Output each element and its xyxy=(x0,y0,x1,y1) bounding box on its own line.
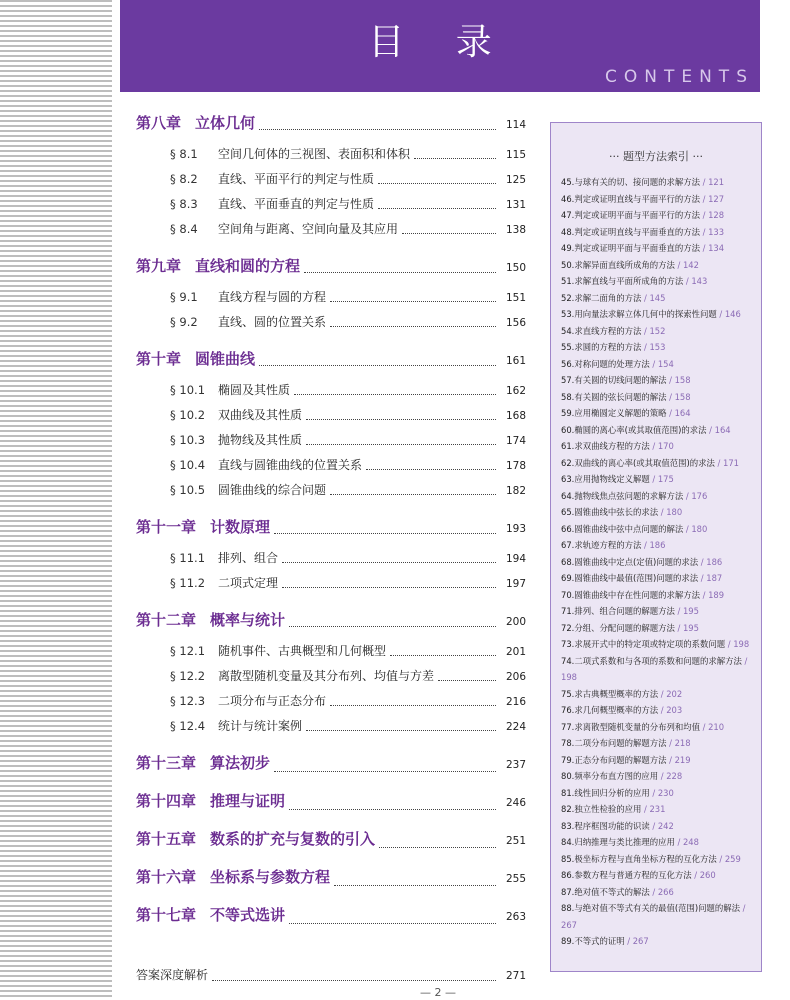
method-index-page: / 164 xyxy=(669,408,691,418)
section-number: § 11.2 xyxy=(170,576,206,590)
dot-leader xyxy=(306,729,496,731)
method-index-page: / 248 xyxy=(677,837,699,847)
dot-leader xyxy=(274,770,496,772)
method-index-item[interactable] xyxy=(561,686,755,703)
dot-leader xyxy=(289,625,496,627)
chapter-title: 立体几何 xyxy=(195,114,256,132)
method-index-text: 53.用向量法求解立体几何中的探索性问题 xyxy=(561,309,717,319)
method-index-item[interactable] xyxy=(561,603,755,620)
toc-section-10-2[interactable] xyxy=(136,406,526,431)
method-index-item[interactable] xyxy=(561,504,755,521)
chapter-number: 第十四章 xyxy=(136,792,197,810)
dot-leader xyxy=(330,300,496,302)
method-index-page: / 180 xyxy=(660,507,683,517)
method-index-list xyxy=(551,174,761,950)
method-index-page: / 133 xyxy=(702,226,725,237)
method-index-text: 89.不等式的证明 xyxy=(561,936,625,946)
method-index-item[interactable] xyxy=(561,653,755,686)
section-title: 二项分布与正态分布 xyxy=(218,694,327,708)
method-index-item[interactable] xyxy=(561,834,755,851)
chapter-number: 第十三章 xyxy=(136,754,197,772)
method-index-text: 50.求解异面直线所成角的方法 xyxy=(561,259,675,270)
method-index-item[interactable] xyxy=(561,620,755,637)
method-index-item[interactable] xyxy=(561,207,755,224)
dot-leader xyxy=(378,207,496,209)
chapter-number: 第十一章 xyxy=(136,518,197,536)
method-index-item[interactable] xyxy=(561,306,755,323)
chapter-number: 第十七章 xyxy=(136,906,197,924)
dot-leader xyxy=(330,704,496,706)
method-index-item[interactable] xyxy=(561,488,755,505)
method-index-item[interactable] xyxy=(561,752,755,769)
toc-chapter-17[interactable] xyxy=(136,904,526,942)
method-index-text: 65.圆锥曲线中弦长的求法 xyxy=(561,507,659,517)
section-title: 直线、圆的位置关系 xyxy=(218,315,327,329)
chapter-title: 计数原理 xyxy=(210,518,271,536)
page-subtitle: CONTENTS xyxy=(605,67,754,87)
toc-section-10-4[interactable] xyxy=(136,456,526,481)
method-index-page: / 142 xyxy=(677,259,699,270)
section-number: § 8.3 xyxy=(170,197,198,211)
toc-section-10-1[interactable] xyxy=(136,381,526,406)
method-index-text: 77.求离散型随机变量的分布列和均值 xyxy=(561,721,700,732)
method-index-item[interactable] xyxy=(561,851,755,868)
toc-chapter-16[interactable] xyxy=(136,866,526,904)
page-number: 114 xyxy=(505,119,526,131)
toc-section-12-2[interactable] xyxy=(136,667,526,692)
method-index-text: 54.求直线方程的方法 xyxy=(561,325,642,336)
section-number: § 9.1 xyxy=(170,290,198,304)
section-number: § 10.3 xyxy=(170,433,206,447)
dot-leader xyxy=(366,468,496,470)
dot-leader xyxy=(402,232,496,234)
method-index-item[interactable] xyxy=(561,900,755,933)
section-title: 离散型随机变量及其分布列、均值与方差 xyxy=(218,669,435,683)
dot-leader xyxy=(414,157,496,159)
method-index-item[interactable] xyxy=(561,785,755,802)
method-index-text: 85.极坐标方程与直角坐标方程的互化方法 xyxy=(561,853,717,864)
table-of-contents xyxy=(136,112,526,994)
method-index-text: 66.圆锥曲线中弦中点问题的解法 xyxy=(561,523,684,534)
method-index-text: 70.圆锥曲线中存在性问题的求解方法 xyxy=(561,589,700,600)
section-title: 排列、组合 xyxy=(218,551,279,565)
method-index-item[interactable] xyxy=(561,174,755,191)
method-index-item[interactable] xyxy=(561,537,755,554)
page-number: 194 xyxy=(505,553,526,565)
toc-section-11-1[interactable] xyxy=(136,549,526,574)
method-index-item[interactable] xyxy=(561,570,755,587)
dot-leader xyxy=(330,493,496,495)
section-number: § 12.2 xyxy=(170,669,206,683)
method-index-item[interactable] xyxy=(561,801,755,818)
method-index-page: / 228 xyxy=(660,771,683,781)
chapter-title: 不等式选讲 xyxy=(210,906,286,924)
method-index-text: 52.求解二面角的方法 xyxy=(561,292,642,303)
method-index-item[interactable] xyxy=(561,224,755,241)
method-index-text: 78.二项分布问题的解题方法 xyxy=(561,738,667,748)
method-index-text: 84.归纳推理与类比推理的应用 xyxy=(561,837,675,847)
method-index-page: / 170 xyxy=(652,441,674,451)
page-number: 263 xyxy=(505,911,526,923)
method-index-page: / 231 xyxy=(644,804,666,814)
method-index-page: / 218 xyxy=(669,738,691,748)
method-index-text: 83.程序框图功能的识读 xyxy=(561,820,650,831)
page-number: 255 xyxy=(505,873,526,885)
method-index-text: 63.应用抛物线定义解题 xyxy=(561,474,650,484)
method-index-text: 57.有关圆的切线问题的解法 xyxy=(561,375,667,385)
toc-section-12-4[interactable] xyxy=(136,717,526,742)
method-index-page: / 164 xyxy=(709,424,731,435)
method-index-item[interactable] xyxy=(561,323,755,340)
method-index-page: / 198 xyxy=(727,639,750,649)
method-index-item[interactable] xyxy=(561,273,755,290)
page-number: 251 xyxy=(505,835,526,847)
toc-section-8-3[interactable] xyxy=(136,195,526,220)
page-title: 目 录 xyxy=(368,22,512,63)
section-number: § 10.5 xyxy=(170,483,206,497)
method-index-text: 48.判定或证明直线与平面垂直的方法 xyxy=(561,226,700,237)
page-number: 156 xyxy=(505,317,526,329)
dot-leader xyxy=(259,128,496,130)
dot-leader xyxy=(306,443,496,445)
page-number: 224 xyxy=(505,721,526,733)
section-title: 直线与圆锥曲线的位置关系 xyxy=(218,458,363,472)
section-number: § 12.1 xyxy=(170,644,206,658)
section-title: 椭圆及其性质 xyxy=(218,383,291,397)
method-index-text: 46.判定或证明直线与平面平行的方法 xyxy=(561,193,700,204)
method-index-text: 59.应用椭圆定义解题的策略 xyxy=(561,408,667,418)
method-index-item[interactable] xyxy=(561,191,755,208)
dot-leader xyxy=(294,393,496,395)
method-index-page: / 195 xyxy=(677,622,699,633)
section-number: § 8.2 xyxy=(170,172,198,186)
method-index-text: 76.求几何概型概率的方法 xyxy=(561,705,659,715)
method-index-page: / 195 xyxy=(677,606,699,616)
dot-leader xyxy=(304,271,496,273)
method-index-item[interactable] xyxy=(561,818,755,835)
page-number: 271 xyxy=(505,970,526,982)
toc-section-10-3[interactable] xyxy=(136,431,526,456)
toc-chapter-11[interactable] xyxy=(136,516,526,549)
chapter-title: 算法初步 xyxy=(210,754,271,772)
section-number: § 9.2 xyxy=(170,315,198,329)
section-number: § 8.1 xyxy=(170,147,198,161)
page-number: 174 xyxy=(505,435,526,447)
page-number: 200 xyxy=(505,616,526,628)
toc-section-8-1[interactable] xyxy=(136,145,526,170)
method-index-page: / 154 xyxy=(652,358,674,369)
method-index-text: 73.求展开式中的特定项或特定项的系数问题 xyxy=(561,639,726,649)
method-index-text: 69.圆锥曲线中最值(范围)问题的求法 xyxy=(561,573,699,583)
method-index-text: 61.求双曲线方程的方法 xyxy=(561,441,650,451)
chapter-title: 概率与统计 xyxy=(210,611,286,629)
chapter-number: 第十五章 xyxy=(136,830,197,848)
section-title: 二项式定理 xyxy=(218,576,279,590)
section-number: § 12.3 xyxy=(170,694,206,708)
method-index-page: / 176 xyxy=(685,490,708,501)
method-index-text: 87.绝对值不等式的解法 xyxy=(561,886,650,897)
section-title: 双曲线及其性质 xyxy=(218,408,303,422)
chapter-title: 直线和圆的方程 xyxy=(195,257,301,275)
chapter-number: 第八章 xyxy=(136,114,182,132)
method-index-item[interactable] xyxy=(561,636,755,653)
chapter-number: 第十章 xyxy=(136,350,182,368)
method-index-page: / 230 xyxy=(652,787,674,798)
method-index-item[interactable] xyxy=(561,554,755,571)
chapter-title: 数系的扩充与复数的引入 xyxy=(210,830,376,848)
method-index-page: / 242 xyxy=(652,820,674,831)
page-footer-number: — 2 — xyxy=(420,986,456,999)
method-index-page: / 121 xyxy=(702,177,725,187)
toc-section-8-2[interactable] xyxy=(136,170,526,195)
method-index-item[interactable] xyxy=(561,240,755,257)
dot-leader xyxy=(379,846,496,848)
method-index-item[interactable] xyxy=(561,735,755,752)
chapter-number: 第九章 xyxy=(136,257,182,275)
method-index-text: 75.求古典概型概率的方法 xyxy=(561,688,659,699)
method-index-page: / 180 xyxy=(685,523,708,534)
method-index-text: 55.求圆的方程的方法 xyxy=(561,342,642,352)
dot-leader xyxy=(378,182,496,184)
page-number: 131 xyxy=(505,199,526,211)
method-index-item[interactable] xyxy=(561,438,755,455)
toc-section-9-1[interactable] xyxy=(136,288,526,313)
section-title: 随机事件、古典概型和几何概型 xyxy=(218,644,387,658)
method-index-item[interactable] xyxy=(561,372,755,389)
dot-leader xyxy=(259,364,496,366)
method-index-page: / 198 xyxy=(561,655,748,682)
chapter-title: 圆锥曲线 xyxy=(195,350,256,368)
method-index-text: 82.独立性检验的应用 xyxy=(561,804,642,814)
method-index-page: / 158 xyxy=(669,375,691,385)
method-index-item[interactable] xyxy=(561,356,755,373)
chapter-title: 坐标系与参数方程 xyxy=(210,868,331,886)
contents-header xyxy=(120,0,760,92)
toc-chapter-10[interactable] xyxy=(136,348,526,381)
method-index-heading: ··· 题型方法索引 ··· xyxy=(609,150,703,163)
method-index-page: / 202 xyxy=(660,688,683,699)
toc-section-8-4[interactable] xyxy=(136,220,526,245)
method-index-item[interactable] xyxy=(561,884,755,901)
chapter-number: 第十六章 xyxy=(136,868,197,886)
method-index-text: 56.对称问题的处理方法 xyxy=(561,358,650,369)
dot-leader xyxy=(212,979,496,981)
method-index-text: 74.二项式系数和与各项的系数和问题的求解方法 xyxy=(561,655,742,666)
method-index-page: / 267 xyxy=(627,936,649,946)
chapter-number: 第十二章 xyxy=(136,611,197,629)
section-title: 统计与统计案例 xyxy=(218,719,303,733)
method-index-text: 79.正态分布问题的解题方法 xyxy=(561,754,667,765)
dot-leader xyxy=(330,325,496,327)
method-index-page: / 186 xyxy=(644,540,666,550)
method-index-text: 86.参数方程与普通方程的互化方法 xyxy=(561,870,692,880)
page-number: 162 xyxy=(505,385,526,397)
section-title: 直线、平面平行的判定与性质 xyxy=(218,172,375,186)
method-index-item[interactable] xyxy=(561,933,755,950)
page-number: 246 xyxy=(505,797,526,809)
method-index-text: 81.线性回归分析的应用 xyxy=(561,787,650,798)
method-index-text: 45.与球有关的切、接问题的求解方法 xyxy=(561,177,700,187)
method-index-item[interactable] xyxy=(561,405,755,422)
page-number: 206 xyxy=(505,671,526,683)
method-index-item[interactable] xyxy=(561,702,755,719)
toc-section-12-1[interactable] xyxy=(136,642,526,667)
method-index-page: / 260 xyxy=(694,870,716,880)
method-index-page: / 171 xyxy=(717,457,740,468)
dot-leader xyxy=(289,922,496,924)
method-index-item[interactable] xyxy=(561,719,755,736)
toc-chapter-9[interactable] xyxy=(136,255,526,288)
answers-title: 答案深度解析 xyxy=(136,968,209,982)
method-index-item[interactable] xyxy=(561,587,755,604)
method-index-page: / 210 xyxy=(702,721,725,732)
toc-chapter-12[interactable] xyxy=(136,609,526,642)
dot-leader xyxy=(334,884,496,886)
method-index-page: / 203 xyxy=(660,705,683,715)
toc-section-10-5[interactable] xyxy=(136,481,526,506)
page-number: 178 xyxy=(505,460,526,472)
section-number: § 8.4 xyxy=(170,222,198,236)
method-index-page: / 175 xyxy=(652,474,674,484)
method-index-page: / 143 xyxy=(685,276,708,286)
method-index-page: / 158 xyxy=(669,391,691,402)
section-number: § 12.4 xyxy=(170,719,206,733)
method-index-text: 51.求解直线与平面所成角的方法 xyxy=(561,276,684,286)
method-index-page: / 153 xyxy=(644,342,666,352)
section-title: 抛物线及其性质 xyxy=(218,433,303,447)
method-index-page: / 259 xyxy=(719,853,741,864)
section-number: § 10.1 xyxy=(170,383,206,397)
section-number: § 10.4 xyxy=(170,458,206,472)
method-index-page: / 267 xyxy=(561,903,746,930)
method-index-text: 58.有关圆的弦长问题的解法 xyxy=(561,391,667,402)
page-number: 216 xyxy=(505,696,526,708)
dot-leader xyxy=(274,532,496,534)
chapter-title: 推理与证明 xyxy=(210,792,286,810)
method-index-text: 64.抛物线焦点弦问题的求解方法 xyxy=(561,490,684,501)
method-index-page: / 266 xyxy=(652,886,674,897)
section-title: 圆锥曲线的综合问题 xyxy=(218,483,327,497)
method-index-page: / 134 xyxy=(702,243,725,253)
page-number: 197 xyxy=(505,578,526,590)
dot-leader xyxy=(390,654,496,656)
method-index-item[interactable] xyxy=(561,471,755,488)
method-index-text: 47.判定或证明平面与平面平行的方法 xyxy=(561,210,700,220)
method-index-page: / 219 xyxy=(669,754,691,765)
method-index-item[interactable] xyxy=(561,768,755,785)
dot-leader xyxy=(282,586,496,588)
method-index-page: / 128 xyxy=(702,210,725,220)
toc-section-11-2[interactable] xyxy=(136,574,526,599)
page-number: 168 xyxy=(505,410,526,422)
section-number: § 10.2 xyxy=(170,408,206,422)
method-index-text: 71.排列、组合问题的解题方法 xyxy=(561,606,675,616)
method-index-page: / 187 xyxy=(700,573,723,583)
method-index-page: / 189 xyxy=(702,589,725,600)
method-index-text: 49.判定或证明平面与平面垂直的方法 xyxy=(561,243,700,253)
page-number: 161 xyxy=(505,355,526,367)
page-number: 151 xyxy=(505,292,526,304)
method-index-page: / 127 xyxy=(702,193,725,204)
section-title: 空间几何体的三视图、表面积和体积 xyxy=(218,147,411,161)
toc-chapter-13[interactable] xyxy=(136,752,526,790)
method-index-item[interactable] xyxy=(561,521,755,538)
method-index-page: / 186 xyxy=(700,556,723,567)
left-gap xyxy=(112,0,120,1000)
method-index-text: 62.双曲线的离心率(或其取值范围)的求法 xyxy=(561,457,715,468)
section-number: § 11.1 xyxy=(170,551,206,565)
method-index-page: / 146 xyxy=(719,309,741,319)
method-index-item[interactable] xyxy=(561,290,755,307)
method-index-page: / 152 xyxy=(644,325,666,336)
method-index-item[interactable] xyxy=(561,455,755,472)
toc-section-9-2[interactable] xyxy=(136,313,526,338)
method-index-item[interactable] xyxy=(561,339,755,356)
left-stripe-decoration xyxy=(0,0,112,1000)
page-number: 237 xyxy=(505,759,526,771)
method-index-page: / 145 xyxy=(644,292,666,303)
method-index-text: 60.椭圆的离心率(或其取值范围)的求法 xyxy=(561,424,707,435)
method-index-text: 80.频率分布直方图的应用 xyxy=(561,771,659,781)
page-number: 115 xyxy=(505,149,526,161)
section-title: 直线方程与圆的方程 xyxy=(218,290,327,304)
toc-chapter-14[interactable] xyxy=(136,790,526,828)
section-title: 直线、平面垂直的判定与性质 xyxy=(218,197,375,211)
page-number: 182 xyxy=(505,485,526,497)
toc-chapter-8[interactable] xyxy=(136,112,526,145)
dot-leader xyxy=(438,679,496,681)
page-number: 201 xyxy=(505,646,526,658)
method-index-text: 67.求轨迹方程的方法 xyxy=(561,540,642,550)
page-number: 138 xyxy=(505,224,526,236)
method-index-text: 72.分组、分配问题的解题方法 xyxy=(561,622,675,633)
dot-leader xyxy=(282,561,496,563)
toc-section-12-3[interactable] xyxy=(136,692,526,717)
method-index-text: 88.与绝对值不等式有关的最值(范围)问题的解法 xyxy=(561,903,740,913)
page-number: 193 xyxy=(505,523,526,535)
method-index-panel xyxy=(550,122,762,972)
method-index-item[interactable] xyxy=(561,389,755,406)
toc-chapter-15[interactable] xyxy=(136,828,526,866)
toc-answers[interactable] xyxy=(136,966,526,994)
method-index-item[interactable] xyxy=(561,867,755,884)
method-index-item[interactable] xyxy=(561,422,755,439)
method-index-item[interactable] xyxy=(561,257,755,274)
method-index-text: 68.圆锥曲线中定点(定值)问题的求法 xyxy=(561,556,699,567)
section-title: 空间角与距离、空间向量及其应用 xyxy=(218,222,399,236)
page-number: 150 xyxy=(505,262,526,274)
dot-leader xyxy=(306,418,496,420)
dot-leader xyxy=(289,808,496,810)
page-number: 125 xyxy=(505,174,526,186)
